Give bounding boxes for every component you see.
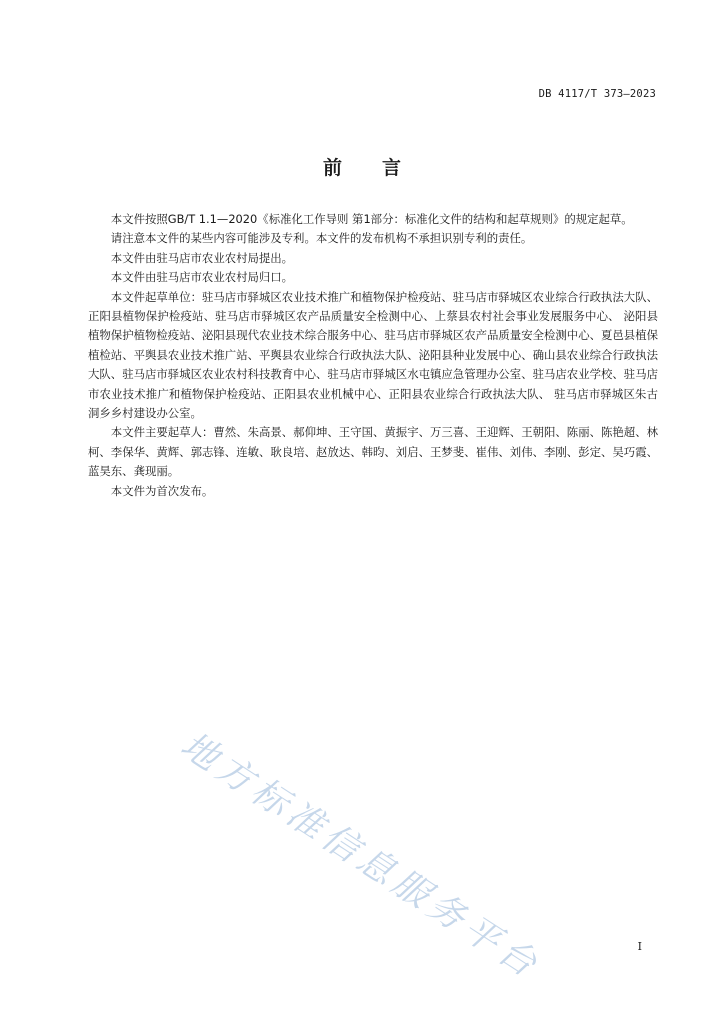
paragraph-drafters: 本文件主要起草人：曹然、朱高景、郝仰坤、王守国、黄振宇、万三喜、王迎辉、王朝阳、陈丽、陈艳超、林柯、李保华、黄辉、郭志锋、连敏、耿良培、赵放达、韩昀、刘启、王梦斐、崔伟、刘伟、李刚、彭定、吴巧霞、蓝昊东、龚现丽。 xyxy=(88,425,658,479)
paragraph-drafting-units: 本文件起草单位：驻马店市驿城区农业技术推广和植物保护检疫站、驻马店市驿城区农业综合行政执法大队、正阳县植物保护检疫站、驻马店市驿城区农产品质量安全检测中心、上蔡县农村社会事业发展服务中心、 泌阳县植物保护植物检疫站、泌阳县现代农业技术综合服务中心、驻马店市驿城区农产品质量安全检测中心、夏邑县植保植检站、平舆县农业技术推广站、平舆县农业综合行政执法大队、泌阳县种业发展中心、确山县农业综合行政执法大队、驻马店市驿城区农业农村科技教育中心、驻马店市驿城区水屯镇应急管理办公室、驻马店农业学校、驻马店市农业技术推广和植物保护检疫站、正阳县农业机械中心、正阳县农业综合行政执法大队、 驻马店市驿城区朱古洞乡乡村建设办公室。 xyxy=(88,289,658,421)
paragraph-drafting-basis: 本文件按照GB/T 1.1—2020《标准化工作导则 第1部分：标准化文件的结构和起草规则》的规定起草。 xyxy=(110,212,633,226)
paragraph-proposed-by: 本文件由驻马店市农业农村局提出。 xyxy=(110,250,294,265)
page-number: I xyxy=(637,940,642,953)
document-code: DB 4117/T 373—2023 xyxy=(538,88,656,100)
watermark: 地方标准信息服务平台 xyxy=(173,724,548,988)
paragraph-under-jurisdiction: 本文件由驻马店市农业农村局归口。 xyxy=(110,270,294,285)
foreword-body xyxy=(88,210,658,501)
section-title: 前言 xyxy=(322,157,441,179)
paragraph-patent-notice: 请注意本文件的某些内容可能涉及专利。本文件的发布机构不承担识别专利的责任。 xyxy=(110,231,533,246)
paragraph-first-release: 本文件为首次发布。 xyxy=(110,483,214,498)
